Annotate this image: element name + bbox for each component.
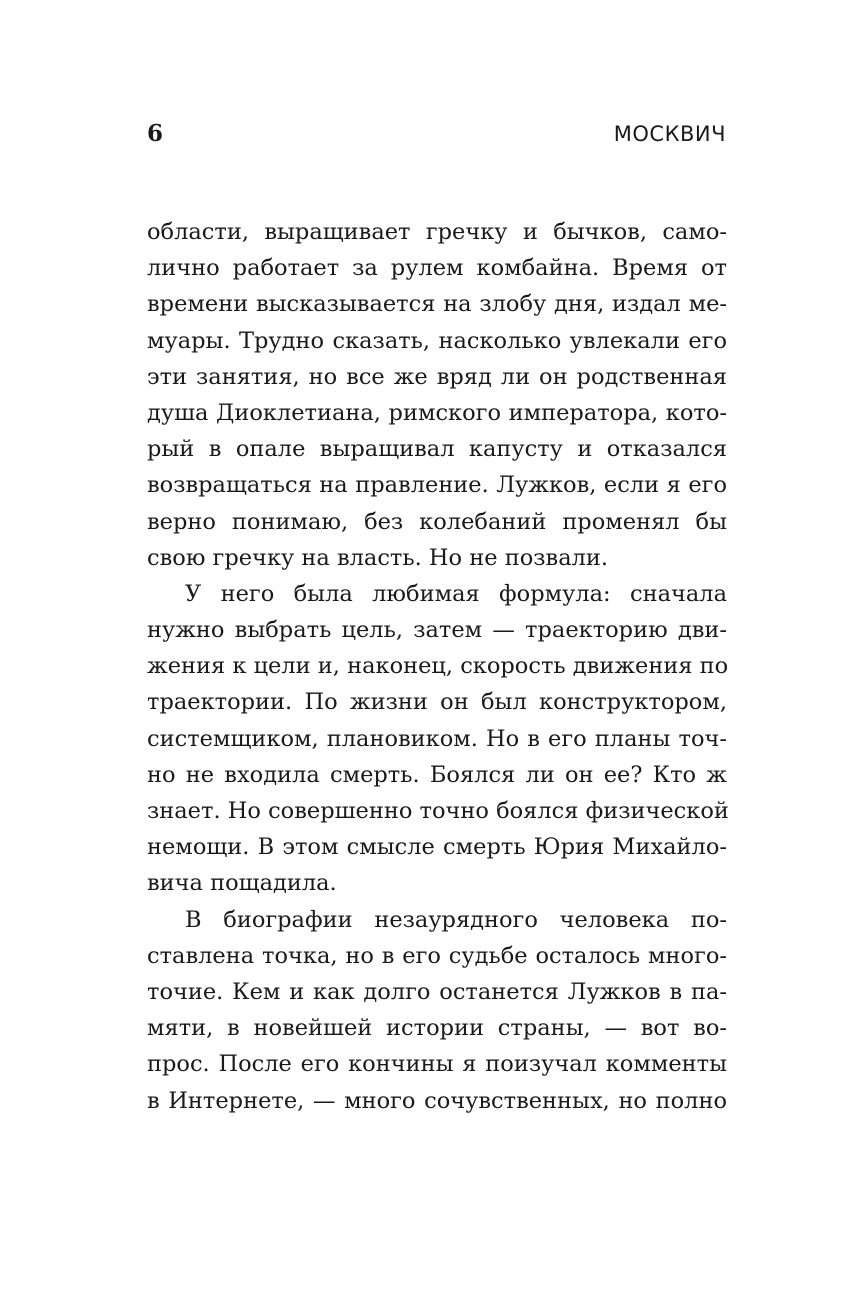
text-line: верно понимаю, без колебаний променял бы bbox=[147, 508, 727, 535]
text-line: муары. Трудно сказать, насколько увлекали его bbox=[147, 327, 727, 354]
text-line: В биографии незаурядного человека по- bbox=[185, 906, 727, 933]
text-line: лично работает за рулем комбайна. Время от bbox=[147, 255, 727, 282]
text-line: мяти, в новейшей истории страны, — вот во- bbox=[147, 1015, 727, 1042]
body-text bbox=[147, 214, 727, 1119]
text-line: траектории. По жизни он был конструктором, bbox=[147, 689, 727, 716]
running-head: МОСКВИЧ bbox=[613, 122, 726, 146]
text-line: немощи. В этом смысле смерть Юрия Михайло- bbox=[147, 834, 727, 861]
text-line: душа Диоклетиана, римского императора, кото- bbox=[147, 399, 727, 426]
text-line: в Интернете, — много сочувственных, но полно bbox=[147, 1087, 727, 1114]
text-line: времени высказывается на злобу дня, издал ме- bbox=[147, 291, 727, 318]
page-header bbox=[147, 120, 726, 154]
text-line: вича пощадила. bbox=[147, 870, 337, 897]
text-line: жения к цели и, наконец, скорость движения по bbox=[147, 653, 729, 680]
page-number: 6 bbox=[147, 120, 164, 147]
text-line: нужно выбрать цель, затем — траекторию дви- bbox=[147, 617, 727, 644]
text-line: эти занятия, но все же вряд ли он родственная bbox=[147, 363, 727, 390]
text-line: знает. Но совершенно точно боялся физической bbox=[147, 798, 729, 824]
text-line: У него была любимая формула: сначала bbox=[185, 580, 727, 607]
text-line: точие. Кем и как долго останется Лужков в па- bbox=[147, 978, 727, 1005]
text-line: но не входила смерть. Боялся ли он ее? Кто ж bbox=[147, 761, 727, 788]
text-line: свою гречку на власть. Но не позвали. bbox=[147, 544, 609, 571]
text-line: ставлена точка, но в его судьбе осталось много- bbox=[147, 942, 727, 969]
text-line: области, выращивает гречку и бычков, само- bbox=[147, 219, 727, 245]
text-line: системщиком, плановиком. Но в его планы точ- bbox=[147, 725, 727, 752]
text-line: прос. После его кончины я поизучал комменты bbox=[147, 1051, 727, 1078]
text-line: рый в опале выращивал капусту и отказался bbox=[147, 436, 727, 463]
text-line: возвращаться на правление. Лужков, если я его bbox=[147, 472, 727, 499]
